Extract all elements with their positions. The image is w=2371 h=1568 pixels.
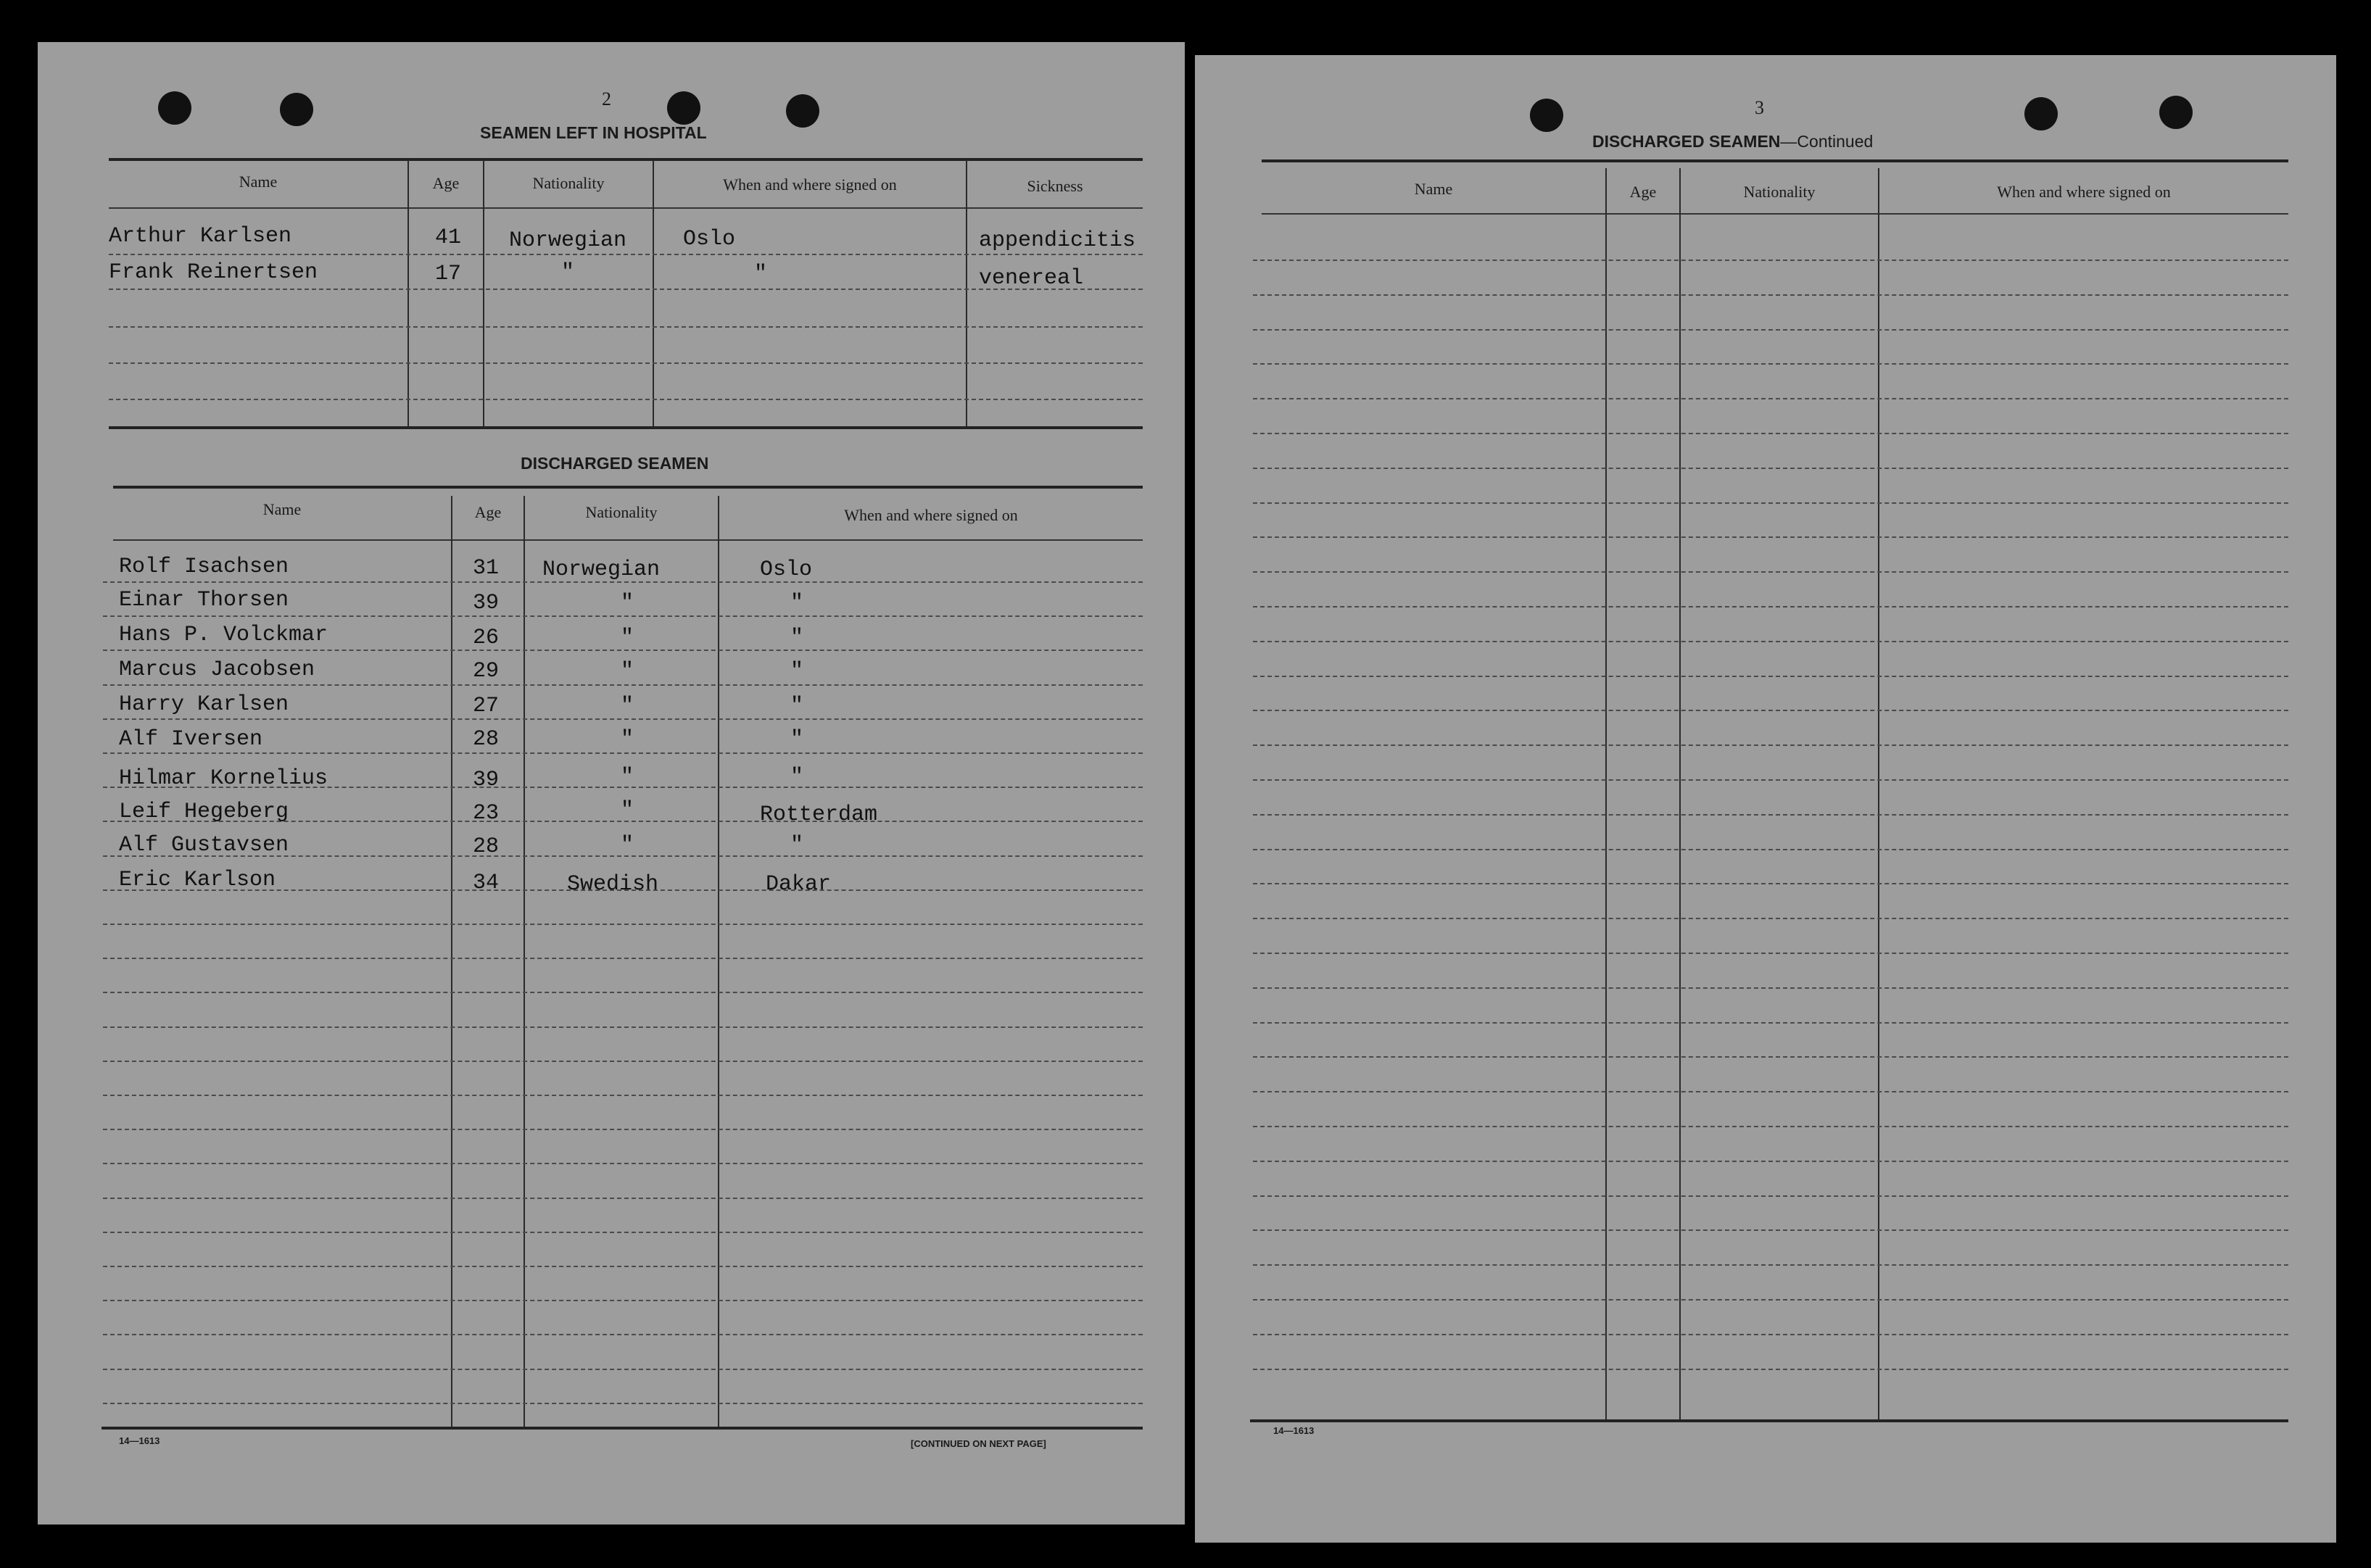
seaman-nationality: ": [621, 798, 634, 823]
seaman-age: 23: [473, 801, 500, 826]
row-rule: [1253, 849, 2288, 850]
row-rule: [103, 1129, 1143, 1130]
column-header-nationality: Nationality: [1743, 183, 1816, 201]
row-rule: [103, 1232, 1143, 1233]
column-divider: [1679, 168, 1681, 1419]
column-header-nationality: Nationality: [532, 174, 605, 192]
row-rule: [103, 1061, 1143, 1062]
row-rule: [1253, 1022, 2288, 1024]
column-header-signed-on: When and where signed on: [1997, 183, 2171, 201]
row-rule: [109, 399, 1143, 400]
row-rule: [1253, 883, 2288, 884]
row-rule: [103, 1198, 1143, 1199]
table-rule: [113, 486, 1143, 489]
row-rule: [103, 1026, 1143, 1028]
row-rule: [1253, 260, 2288, 261]
seaman-nationality: ": [561, 260, 575, 285]
form-number: 14—1613: [1273, 1425, 1315, 1436]
seaman-signed-on: ": [790, 833, 804, 858]
seaman-signed-on: ": [790, 626, 804, 650]
column-header-sickness: Sickness: [1027, 177, 1083, 195]
row-rule: [1253, 641, 2288, 642]
seaman-nationality: Norwegian: [542, 557, 661, 582]
seaman-name: Hans P. Volckmar: [119, 623, 328, 647]
row-rule: [1253, 1091, 2288, 1092]
table-rule: [1250, 1419, 2288, 1422]
seaman-signed-on: Oslo: [760, 557, 813, 582]
column-divider: [524, 496, 525, 1427]
row-rule: [1253, 1299, 2288, 1301]
table-rule: [109, 158, 1143, 161]
row-rule: [103, 1334, 1143, 1335]
row-rule: [103, 1163, 1143, 1164]
seaman-signed-on: ": [790, 694, 804, 718]
seaman-nationality: ": [621, 694, 634, 718]
right-page: [1195, 55, 2336, 1543]
heading-suffix: —Continued: [1780, 132, 1874, 151]
seaman-nationality: Swedish: [567, 872, 659, 897]
row-rule: [1253, 294, 2288, 296]
seaman-nationality: Norwegian: [509, 228, 627, 253]
row-rule: [103, 1300, 1143, 1301]
row-rule: [1253, 779, 2288, 781]
row-rule: [1253, 1229, 2288, 1231]
seaman-nationality: ": [621, 659, 634, 684]
column-divider: [1878, 168, 1879, 1419]
form-number: 14—1613: [119, 1435, 160, 1446]
row-rule: [1253, 710, 2288, 711]
column-header-name: Name: [262, 500, 302, 518]
punch-hole: [280, 93, 313, 126]
row-rule: [103, 1095, 1143, 1096]
row-rule: [1253, 1161, 2288, 1162]
row-rule: [1253, 1369, 2288, 1370]
seaman-age: 28: [473, 727, 500, 752]
seaman-age: 27: [473, 694, 500, 718]
column-divider: [451, 496, 452, 1427]
column-header-age: Age: [474, 503, 502, 521]
punch-hole: [667, 91, 700, 125]
column-divider: [718, 496, 719, 1427]
seaman-age: 34: [473, 871, 500, 895]
seaman-signed-on: Oslo: [683, 227, 736, 252]
column-divider: [1605, 168, 1607, 1419]
row-rule: [1253, 1264, 2288, 1266]
seaman-age: 39: [473, 768, 500, 792]
row-rule: [103, 752, 1143, 754]
table-rule: [102, 1427, 1143, 1430]
row-rule: [109, 254, 1143, 255]
seaman-age: 28: [473, 834, 500, 859]
seaman-signed-on: ": [790, 591, 804, 615]
row-rule: [1253, 1195, 2288, 1197]
seaman-signed-on: ": [754, 262, 768, 286]
seaman-name: Hilmar Kornelius: [119, 766, 328, 791]
row-rule: [103, 924, 1143, 925]
column-divider: [966, 159, 967, 426]
column-header-age: Age: [1629, 183, 1657, 201]
discharged-heading: DISCHARGED SEAMEN: [521, 454, 709, 473]
row-rule: [1253, 814, 2288, 816]
row-rule: [1253, 1126, 2288, 1127]
column-header-signed-on: When and where signed on: [844, 506, 1018, 524]
seaman-age: 29: [473, 659, 500, 684]
seaman-name: Harry Karlsen: [119, 692, 289, 717]
table-rule: [109, 207, 1143, 209]
column-divider: [407, 159, 409, 426]
row-rule: [1253, 502, 2288, 504]
seaman-signed-on: ": [790, 727, 804, 752]
row-rule: [109, 326, 1143, 328]
seaman-age: 41: [435, 225, 462, 250]
column-header-name: Name: [239, 173, 278, 191]
row-rule: [1253, 676, 2288, 677]
seaman-name: Leif Hegeberg: [119, 800, 289, 824]
row-rule: [103, 1369, 1143, 1370]
column-header-nationality: Nationality: [585, 503, 658, 521]
seaman-age: 26: [473, 626, 500, 650]
discharged-continued-heading: [1592, 132, 1873, 152]
seaman-name: Frank Reinertsen: [109, 260, 318, 285]
seaman-signed-on: ": [790, 659, 804, 684]
punch-hole: [158, 91, 191, 125]
seaman-sickness: venereal: [979, 266, 1084, 291]
column-header-signed-on: When and where signed on: [723, 175, 897, 194]
seaman-signed-on: Rotterdam: [760, 802, 878, 827]
column-divider: [483, 159, 484, 426]
seaman-name: Einar Thorsen: [119, 588, 289, 613]
row-rule: [1253, 953, 2288, 954]
row-rule: [1253, 571, 2288, 573]
row-rule: [1253, 329, 2288, 331]
row-rule: [1253, 1334, 2288, 1335]
table-rule: [1262, 159, 2288, 162]
seaman-name: Alf Gustavsen: [119, 833, 289, 858]
page-number: 3: [1755, 97, 1764, 118]
seaman-signed-on: Dakar: [766, 872, 832, 897]
row-rule: [1253, 606, 2288, 607]
punch-hole: [2159, 96, 2193, 129]
page-number: 2: [602, 88, 611, 109]
punch-hole: [2024, 97, 2058, 130]
punch-hole: [1530, 99, 1563, 132]
row-rule: [1253, 433, 2288, 434]
row-rule: [1253, 468, 2288, 469]
row-rule: [1253, 918, 2288, 919]
heading-main: DISCHARGED SEAMEN: [1592, 132, 1781, 151]
row-rule: [103, 992, 1143, 993]
seaman-name: Arthur Karlsen: [109, 224, 292, 249]
column-header-age: Age: [432, 174, 460, 192]
seaman-signed-on: ": [790, 765, 804, 789]
left-page: [38, 42, 1185, 1525]
seaman-name: Eric Karlson: [119, 868, 276, 892]
row-rule: [103, 958, 1143, 959]
row-rule: [1253, 744, 2288, 746]
continued-note: [CONTINUED ON NEXT PAGE]: [911, 1438, 1046, 1449]
seaman-nationality: ": [621, 765, 634, 789]
row-rule: [103, 1266, 1143, 1267]
seaman-age: 31: [473, 556, 500, 581]
row-rule: [109, 362, 1143, 364]
row-rule: [1253, 1056, 2288, 1058]
row-rule: [1253, 363, 2288, 365]
seaman-nationality: ": [621, 833, 634, 858]
row-rule: [1253, 536, 2288, 538]
row-rule: [1253, 987, 2288, 989]
seaman-name: Rolf Isachsen: [119, 555, 289, 579]
column-header-name: Name: [1414, 180, 1453, 198]
seaman-name: Marcus Jacobsen: [119, 658, 315, 682]
punch-hole: [786, 94, 819, 128]
table-rule: [109, 426, 1143, 429]
table-rule: [1262, 213, 2288, 215]
seaman-age: 39: [473, 591, 500, 615]
seaman-sickness: appendicitis: [979, 228, 1136, 253]
hospital-heading: SEAMEN LEFT IN HOSPITAL: [480, 123, 707, 142]
row-rule: [1253, 398, 2288, 399]
seaman-age: 17: [435, 262, 462, 286]
seaman-nationality: ": [621, 626, 634, 650]
table-rule: [113, 539, 1143, 541]
seaman-name: Alf Iversen: [119, 727, 263, 752]
seaman-nationality: ": [621, 591, 634, 615]
column-divider: [653, 159, 654, 426]
row-rule: [103, 1403, 1143, 1404]
seaman-nationality: ": [621, 727, 634, 752]
